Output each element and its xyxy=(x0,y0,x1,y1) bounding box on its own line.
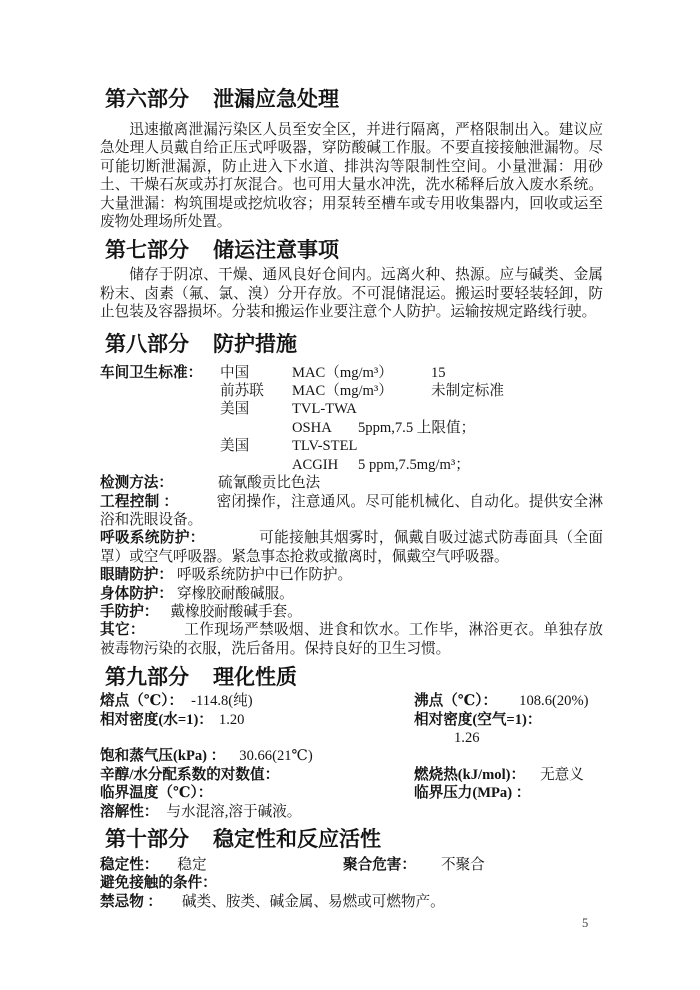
document-content xyxy=(100,0,603,911)
polymerization-label: 聚合危害： xyxy=(343,857,416,873)
section-6-name: 泄漏应急处理 xyxy=(213,87,339,111)
hygiene-metric: OSHA xyxy=(292,419,332,436)
hygiene-standards-label: 车间卫生标准： xyxy=(100,364,203,381)
item-label: 呼吸系统防护： xyxy=(100,530,205,547)
avoid-conditions-row xyxy=(100,874,603,892)
section-6-paragraph: 迅速撤离泄漏污染区人员至安全区，并进行隔离，严格限制出入。建议应急处理人员戴自给正压式呼吸器，穿防酸碱工作服。不要直接接触泄漏物。尽可能切断泄漏源，防止进入下水道、排洪沟等限制性空间。小量泄漏：用砂土、干燥石灰或苏打灰混合。也可用大量水冲洗，洗水稀释后放入废水系统。大量泄漏：构筑围堤或挖炕收容；用泵转至槽车或专用收集器内，回收或运至废物处理场所处置。 xyxy=(100,122,603,231)
incompatibles-label: 禁忌物 ： xyxy=(100,893,163,910)
section-9-number: 第九部分 xyxy=(105,665,189,690)
item-value: 呼吸系统防护中已作防护。 xyxy=(176,567,353,584)
incompatibles-row xyxy=(100,893,603,911)
property-label: 临界温度（℃）： xyxy=(100,785,213,802)
property-value: 1.20 xyxy=(218,711,245,728)
hygiene-row xyxy=(220,364,603,382)
hygiene-value: 15 xyxy=(431,364,446,381)
item-value: 工作现场严禁吸烟、进食和饮水。工作毕，淋浴更衣。单独存放被毒物污染的衣服，洗后备用。保持良好的卫生习惯。 xyxy=(100,622,603,657)
property-value: 108.6(20%) xyxy=(519,693,589,710)
protection-item-engineering xyxy=(100,493,603,530)
protection-item-body xyxy=(100,585,603,603)
hygiene-country: 中国 xyxy=(220,364,250,381)
property-row xyxy=(100,784,603,802)
property-value: -114.8(纯) xyxy=(191,693,253,710)
hygiene-row xyxy=(220,400,603,418)
item-label: 身体防护： xyxy=(100,585,173,602)
hygiene-country: 美国 xyxy=(220,438,250,455)
hygiene-value: 未制定标准 xyxy=(431,383,504,400)
property-label: 饱和蒸气压(kPa) ： xyxy=(100,748,226,765)
stability-label: 稳定性： xyxy=(100,857,159,873)
hygiene-row xyxy=(220,456,603,474)
property-label: 熔点（℃）： xyxy=(100,693,184,710)
hygiene-metric: TLV-STEL xyxy=(292,438,358,455)
property-row xyxy=(100,692,603,710)
hygiene-country: 美国 xyxy=(220,401,250,418)
item-label: 眼睛防护： xyxy=(100,567,173,584)
section-6-number: 第六部分 xyxy=(105,87,189,111)
section-8-title xyxy=(105,331,603,357)
hygiene-country xyxy=(220,456,292,474)
hygiene-value: 5 ppm,7.5mg/m³； xyxy=(358,456,470,473)
section-7-number: 第七部分 xyxy=(105,238,189,263)
property-row xyxy=(100,747,603,765)
incompatibles-value: 碱类、胺类、碱金属、易燃或可燃物产。 xyxy=(182,893,445,910)
item-value: 戴橡胶耐酸碱手套。 xyxy=(170,603,302,620)
section-7-name: 储运注意事项 xyxy=(213,238,339,263)
property-row xyxy=(100,711,603,748)
section-10-number: 第十部分 xyxy=(105,827,189,851)
protection-item-other xyxy=(100,621,603,658)
section-9-name: 理化性质 xyxy=(213,665,297,690)
hygiene-row xyxy=(220,437,603,455)
section-9-title xyxy=(105,664,603,690)
property-label: 沸点（℃）： xyxy=(414,693,498,710)
hygiene-value: 5ppm,7.5 上限值； xyxy=(358,419,476,436)
item-value: 穿橡胶耐酸碱服。 xyxy=(176,585,294,602)
item-value: 硫氰酸贡比色法 xyxy=(217,475,321,492)
property-label: 溶解性： xyxy=(100,803,159,820)
page-number: 5 xyxy=(582,916,589,930)
hygiene-metric: MAC（mg/m³） xyxy=(292,383,393,400)
hygiene-metric: ACGIH xyxy=(292,456,339,473)
section-6-title xyxy=(105,86,603,112)
property-label: 燃烧热(kJ/mol)： xyxy=(414,766,526,783)
protection-item-eye xyxy=(100,566,603,584)
item-label: 检测方法： xyxy=(100,475,173,492)
physical-properties xyxy=(100,692,603,821)
property-label: 临界压力(MPa) ： xyxy=(414,785,531,802)
item-label: 手防护： xyxy=(100,603,159,620)
property-label: 相对密度(空气=1)： xyxy=(414,711,542,728)
property-value: 30.66(21℃) xyxy=(239,748,313,765)
property-label: 相对密度(水=1)： xyxy=(100,711,213,728)
item-label: 其它： xyxy=(100,622,145,639)
avoid-conditions-label: 避免接触的条件： xyxy=(100,875,217,892)
stability-row xyxy=(100,856,603,874)
property-value: 1.26 xyxy=(454,729,480,746)
section-10-title xyxy=(105,826,603,852)
property-value: 与水混溶,溶于碱液。 xyxy=(166,803,302,820)
protection-item-hand xyxy=(100,603,603,621)
hygiene-country xyxy=(220,419,292,437)
section-7-paragraph: 储存于阴凉、干燥、通风良好仓间内。远离火种、热源。应与碱类、金属粉末、卤素（氟、氯、溴）分开存放。不可混储混运。搬运时要轻装轻卸，防止包装及容器损坏。分装和搬运作业要注意个人防护。运输按规定路线行驶。 xyxy=(100,267,603,321)
section-10-name: 稳定性和反应活性 xyxy=(213,827,381,851)
property-row xyxy=(100,803,603,821)
item-label: 工程控制 ： xyxy=(100,493,179,510)
item-value: 可能接触其烟雾时，佩戴自吸过滤式防毒面具（全面罩）或空气呼吸器。紧急事态抢救或撤离时，佩戴空气呼吸器。 xyxy=(100,530,603,565)
hygiene-row xyxy=(220,382,603,400)
property-row xyxy=(100,766,603,784)
workshop-hygiene-standards xyxy=(100,364,603,474)
stability-section xyxy=(100,856,603,911)
hygiene-row xyxy=(220,419,603,437)
section-8-number: 第八部分 xyxy=(105,331,189,356)
hygiene-metric: MAC（mg/m³） xyxy=(292,364,393,381)
item-value: 密闭操作，注意通风。尽可能机械化、自动化。提供安全淋浴和洗眼设备。 xyxy=(100,493,603,528)
stability-value: 稳定 xyxy=(177,857,207,873)
hygiene-country: 前苏联 xyxy=(220,383,264,400)
property-value: 无意义 xyxy=(540,766,584,783)
property-label: 辛醇/水分配系数的对数值： xyxy=(100,766,280,783)
section-7-title xyxy=(105,237,603,263)
hygiene-metric: TVL-TWA xyxy=(292,401,357,418)
polymerization-value: 不聚合 xyxy=(440,857,485,873)
protection-item-respiratory xyxy=(100,529,603,566)
protection-item-detection xyxy=(100,474,603,492)
section-8-name: 防护措施 xyxy=(213,331,297,356)
